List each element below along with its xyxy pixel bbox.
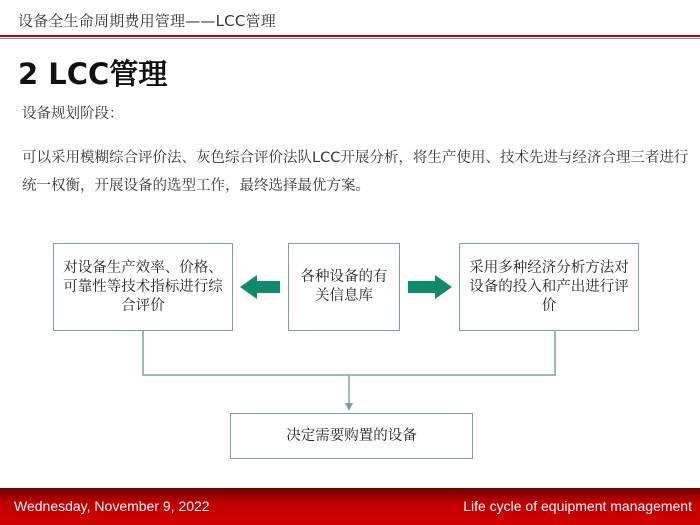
arrow-left-shape xyxy=(240,275,280,299)
decision-text: 决定需要购置的设备 xyxy=(286,427,417,444)
left-evaluation-text: 对设备生产效率、价格、可靠性等技术指标进行综合评价 xyxy=(63,259,223,314)
section-subtitle: 设备规划阶段： xyxy=(22,106,124,122)
right-economic-analysis-box xyxy=(459,243,639,331)
connector-bracket xyxy=(143,331,555,375)
section-paragraph: 可以采用模糊综合评价法、灰色综合评价法队LCC开展分析，将生产使用、技术先进与经济合理三者进行统一权衡，开展设备的选型工作，最终选择最优方案。 xyxy=(22,150,689,194)
section-title: 2 LCC管理 xyxy=(18,57,168,91)
footer-caption: Life cycle of equipment management xyxy=(463,498,692,514)
arrow-right-shape xyxy=(408,275,452,299)
connector-down-arrowhead xyxy=(345,403,353,411)
left-evaluation-box xyxy=(53,243,233,331)
decision-box xyxy=(230,413,473,459)
center-database-box xyxy=(288,243,400,331)
footer-date: Wednesday, November 9, 2022 xyxy=(14,498,210,514)
footer-bar xyxy=(0,488,700,525)
center-database-text: 各种设备的有关信息库 xyxy=(300,269,388,304)
right-economic-analysis-text: 采用多种经济分析方法对设备的投入和产出进行评价 xyxy=(469,259,629,314)
header-title: 设备全生命周期费用管理——LCC管理 xyxy=(18,12,276,30)
